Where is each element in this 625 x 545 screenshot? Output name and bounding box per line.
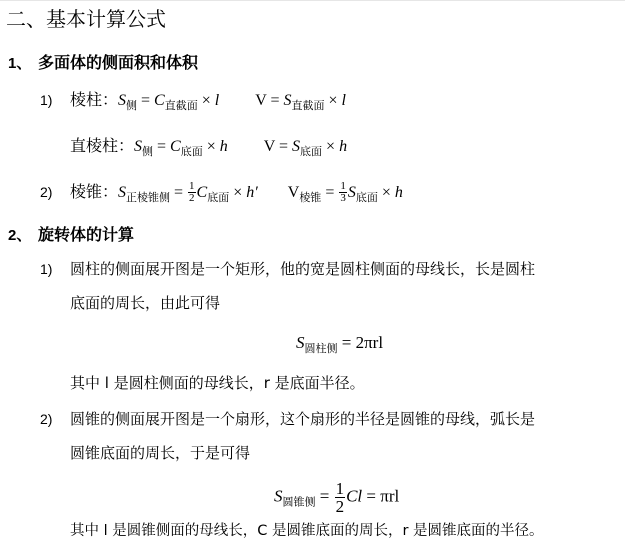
- formula-operator: ×: [322, 138, 340, 155]
- formula-operator: ×: [197, 92, 215, 109]
- formula-subscript: 圆锥侧: [282, 495, 316, 509]
- formula-symbol: S: [283, 92, 292, 109]
- subsection-2-heading: [8, 224, 134, 247]
- top-divider: [0, 0, 625, 1]
- formula-subscript: 直截面: [291, 99, 325, 112]
- prism-label: 棱柱：: [70, 90, 119, 109]
- subsection-2-number: 2、: [8, 227, 32, 244]
- formula-symbol: l: [341, 92, 346, 109]
- volume-label: V =: [263, 138, 293, 155]
- formula-subscript: 底面: [300, 145, 323, 158]
- right-prism-label: 直棱柱：: [70, 136, 135, 155]
- formula-symbol: h: [394, 184, 403, 201]
- formula-operator: ×: [229, 184, 247, 201]
- subsection-1-title: 多面体的侧面积和体积: [38, 53, 199, 72]
- fraction-numerator: 1: [189, 180, 195, 192]
- item-number: 1): [40, 261, 53, 277]
- section-title: 二、基本计算公式: [6, 7, 166, 31]
- item-number: 2): [40, 411, 53, 427]
- formula-symbol: C: [196, 184, 208, 201]
- formula-operator: =: [170, 184, 188, 201]
- cylinder-paragraph-line1: [40, 258, 535, 280]
- item-number: 1): [40, 92, 53, 108]
- formula-operator: =: [321, 184, 339, 201]
- formula-operator: ×: [202, 138, 220, 155]
- formula-symbol: S: [274, 486, 283, 506]
- formula-result: = 2πrl: [337, 333, 384, 352]
- cone-note: 其中 l 是圆锥侧面的母线长，C 是圆锥底面的周长，r 是圆锥底面的半径。: [70, 523, 544, 539]
- formula-operator: =: [315, 486, 334, 506]
- cone-paragraph-line2: 圆锥底面的周长，于是可得: [70, 444, 251, 462]
- subsection-1-number: 1、: [8, 55, 32, 72]
- formula-symbol: S: [347, 184, 356, 201]
- cone-paragraph-line1: [40, 408, 535, 430]
- formula-symbol: h: [219, 138, 228, 155]
- formula-symbol: Cl: [346, 486, 363, 506]
- fraction-numerator: 1: [335, 479, 345, 498]
- formula-subscript: 底面: [180, 145, 203, 158]
- formula-symbol: S: [296, 333, 305, 352]
- pyramid-label: 棱锥：: [70, 182, 119, 201]
- formula-symbol: S: [118, 184, 127, 201]
- cylinder-paragraph-line2: 底面的周长，由此可得: [70, 294, 221, 312]
- fraction-denominator: 2: [189, 192, 195, 204]
- cylinder-note: 其中 l 是圆柱侧面的母线长，r 是底面半径。: [70, 374, 365, 392]
- cone-text: 圆锥的侧面展开图是一个扇形，这个扇形的半径是圆锥的母线，弧长是: [70, 410, 536, 428]
- formula-subscript: 侧: [142, 145, 154, 158]
- subsection-1-heading: [8, 52, 198, 75]
- formula-symbol: h′: [246, 184, 258, 201]
- fraction-denominator: 3: [340, 192, 346, 204]
- formula-operator: ×: [324, 92, 342, 109]
- fraction: [335, 480, 346, 515]
- formula-symbol: l: [214, 92, 220, 109]
- cylinder-formula: [296, 332, 383, 360]
- formula-subscript: 底面: [355, 191, 378, 204]
- item-number: 2): [40, 184, 53, 200]
- formula-symbol: C: [154, 92, 165, 109]
- formula-symbol: h: [339, 138, 348, 155]
- formula-subscript: 底面: [207, 191, 230, 204]
- formula-symbol: S: [118, 92, 127, 109]
- formula-symbol: S: [134, 138, 143, 155]
- formula-symbol: C: [170, 138, 181, 155]
- formula-operator: ×: [377, 184, 395, 201]
- formula-operator: =: [153, 138, 171, 155]
- prism-formula-row: [40, 89, 346, 117]
- volume-label: V =: [255, 92, 284, 109]
- cylinder-text: 圆柱的侧面展开图是一个矩形，他的宽是圆柱侧面的母线长，长是圆柱: [70, 260, 536, 278]
- volume-label: V: [287, 184, 300, 201]
- right-prism-formula-row: [70, 135, 347, 163]
- formula-subscript: 直截面: [164, 99, 198, 112]
- fraction: [339, 181, 347, 204]
- formula-subscript: 棱锥: [299, 191, 322, 204]
- fraction-denominator: 2: [335, 497, 345, 516]
- formula-subscript: 圆柱侧: [304, 342, 338, 355]
- fraction-numerator: 1: [340, 180, 346, 192]
- fraction: [188, 181, 196, 204]
- formula-result: = πrl: [362, 486, 400, 506]
- subsection-2-title: 旋转体的计算: [38, 225, 135, 244]
- formula-subscript: 侧: [126, 99, 138, 112]
- cone-formula: [274, 480, 399, 518]
- formula-subscript: 正棱锥侧: [126, 191, 171, 204]
- formula-operator: =: [137, 92, 155, 109]
- formula-symbol: S: [292, 138, 301, 155]
- pyramid-formula-row: [40, 181, 403, 209]
